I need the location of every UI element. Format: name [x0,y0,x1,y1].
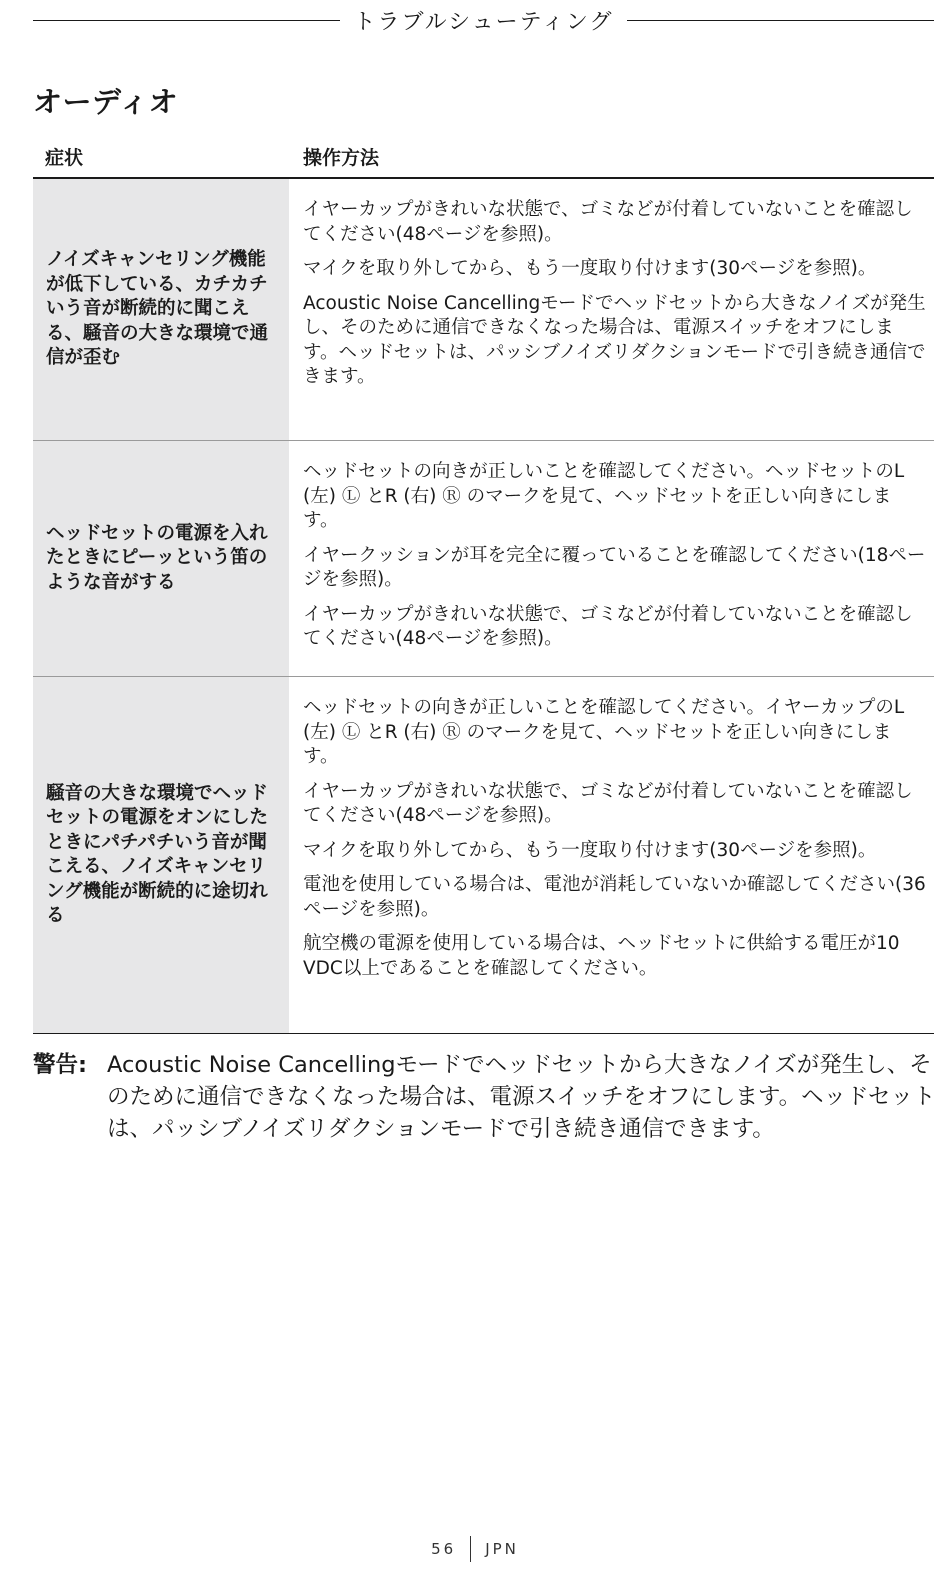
warning-note [33,1049,938,1145]
symptom-cell: ヘッドセットの電源を入れたときにピーッという笛のような音がする [33,441,289,676]
solution-item: マイクを取り外してから、もう一度取り付けます(30ページを参照)。 [303,258,877,279]
solution-cell [289,441,934,676]
table-header [33,136,934,179]
troubleshooting-table [33,136,934,1034]
solution-item: ヘッドセットの向きが正しいことを確認してください。イヤーカップのL (左) Ⓛ とR (右) Ⓡ のマークを見て、ヘッドセットを正しい向きにします。 [303,697,905,767]
section-title: オーディオ [33,85,179,119]
solution-item: Acoustic Noise Cancellingモードでヘッドセットから大きなノイズが発生し、そのために通信できなくなった場合は、電源スイッチをオフにします。ヘッドセットは、パッシブノイズリダクションモードで引き続き通信できます。 [303,292,926,387]
table-row [33,179,934,441]
page-footer [0,1536,950,1562]
footer-divider [470,1536,471,1562]
language-code: JPN [485,1540,519,1558]
solution-item: 航空機の電源を使用している場合は、ヘッドセットに供給する電圧が10 VDC以上であることを確認してください。 [303,933,900,979]
solution-item: イヤークッションが耳を完全に覆っていることを確認してください(18ページを参照)。 [303,544,926,590]
solution-cell [289,179,934,440]
header-title: トラブルシューティング [353,9,614,35]
solution-item: 電池を使用している場合は、電池が消耗していないか確認してください(36ページを参照)。 [303,874,926,920]
solution-item: ヘッドセットの向きが正しいことを確認してください。ヘッドセットのL (左) Ⓛ とR (右) Ⓡ のマークを見て、ヘッドセットを正しい向きにします。 [303,461,905,531]
solution-item: イヤーカップがきれいな状態で、ゴミなどが付着していないことを確認してください(48ページを参照)。 [303,199,913,245]
column-header-solution: 操作方法 [303,147,380,169]
symptom-cell: 騒音の大きな環境でヘッドセットの電源をオンにしたときにパチパチいう音が聞こえる、ノイズキャンセリング機能が断続的に途切れる [33,677,289,1033]
table-row [33,677,934,1034]
column-header-symptom: 症状 [45,147,84,169]
page-number: 56 [431,1540,457,1558]
solution-item: イヤーカップがきれいな状態で、ゴミなどが付着していないことを確認してください(48ページを参照)。 [303,780,913,826]
warning-label: 警告: [33,1052,87,1078]
header-rule-right [627,20,934,21]
page-header [33,4,934,36]
header-rule-left [33,20,340,21]
solution-cell [289,677,934,1033]
table-row [33,441,934,677]
symptom-cell: ノイズキャンセリング機能が低下している、カチカチいう音が断続的に聞こえる、騒音の大きな環境で通信が歪む [33,179,289,440]
solution-item: マイクを取り外してから、もう一度取り付けます(30ページを参照)。 [303,839,877,861]
solution-item: イヤーカップがきれいな状態で、ゴミなどが付着していないことを確認してください(48ページを参照)。 [303,603,913,649]
warning-text: Acoustic Noise Cancellingモードでヘッドセットから大きなノイズが発生し、そのために通信できなくなった場合は、電源スイッチをオフにします。ヘッドセットは、パッシブノイズリダクションモードで引き続き通信できます。 [107,1052,936,1142]
